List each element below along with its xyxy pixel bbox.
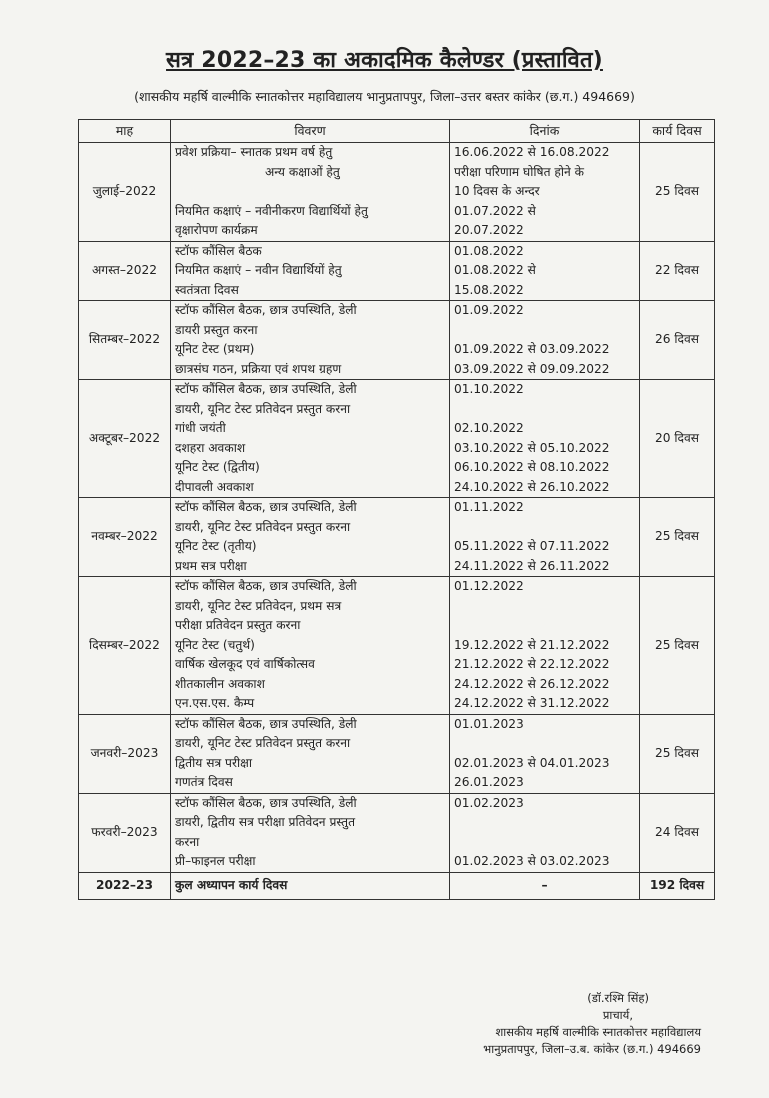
date-line: 19.12.2022 से 21.12.2022 bbox=[454, 637, 610, 652]
date-line: 24.12.2022 से 26.12.2022 bbox=[454, 676, 610, 691]
description-line: दशहरा अवकाश bbox=[175, 440, 246, 455]
date-line: 24.11.2022 से 26.11.2022 bbox=[454, 558, 610, 573]
table-row bbox=[79, 380, 715, 498]
description-cell bbox=[171, 301, 450, 380]
description-cell bbox=[171, 380, 450, 498]
description-line: डायरी, यूनिट टेस्ट प्रतिवेदन प्रस्तुत करना bbox=[175, 519, 351, 534]
description-line: यूनिट टेस्ट (तृतीय) bbox=[175, 539, 257, 553]
table-row bbox=[79, 498, 715, 577]
description-line: नियमित कक्षाएं – नवीनीकरण विद्यार्थियों हेतु bbox=[175, 203, 368, 218]
header-description: विवरण bbox=[171, 120, 450, 143]
date-cell bbox=[450, 498, 640, 577]
date-line: 01.07.2022 से bbox=[454, 203, 536, 218]
total-dates-cell: – bbox=[450, 872, 640, 899]
date-line: 01.09.2022 से 03.09.2022 bbox=[454, 342, 610, 356]
date-line: 01.02.2023 से 03.02.2023 bbox=[454, 854, 610, 868]
description-line: स्टॉफ कौंसिल बैठक, छात्र उपस्थिति, डेली bbox=[175, 716, 357, 731]
working-days-cell: 25 दिवस bbox=[640, 714, 715, 793]
signature-block bbox=[483, 990, 701, 1058]
description-line: छात्रसंघ गठन, प्रक्रिया एवं शपथ ग्रहण bbox=[175, 361, 342, 376]
date-line: 01.11.2022 bbox=[454, 500, 524, 514]
calendar-body bbox=[79, 143, 715, 900]
description-line: नियमित कक्षाएं – नवीन विद्यार्थियों हेतु bbox=[175, 263, 342, 277]
description-line: प्रथम सत्र परीक्षा bbox=[175, 558, 247, 573]
description-line: वृक्षारोपण कार्यक्रम bbox=[175, 223, 258, 237]
description-cell bbox=[171, 241, 450, 301]
total-month-cell: 2022–23 bbox=[79, 872, 171, 899]
date-line: 01.10.2022 bbox=[454, 382, 524, 396]
working-days-cell: 22 दिवस bbox=[640, 241, 715, 301]
date-line: परीक्षा परिणाम घोषित होने के bbox=[454, 164, 585, 179]
description-line: डायरी, द्वितीय सत्र परीक्षा प्रतिवेदन प्रस्तुत bbox=[175, 815, 356, 829]
page-title: सत्र 2022–23 का अकादमिक कैलेण्डर (प्रस्तावित) bbox=[166, 48, 603, 73]
date-line bbox=[454, 321, 635, 341]
month-cell: अक्टूबर–2022 bbox=[79, 380, 171, 498]
date-cell bbox=[450, 577, 640, 715]
description-line: डायरी, यूनिट टेस्ट प्रतिवेदन, प्रथम सत्र bbox=[175, 598, 342, 613]
month-cell: जनवरी–2023 bbox=[79, 714, 171, 793]
date-line: 24.10.2022 से 26.10.2022 bbox=[454, 479, 610, 494]
description-line: यूनिट टेस्ट (द्वितीय) bbox=[175, 460, 260, 474]
description-line: गांधी जयंती bbox=[175, 421, 226, 435]
date-line: 01.08.2022 bbox=[454, 243, 524, 258]
description-line: स्टॉफ कौंसिल बैठक, छात्र उपस्थिति, डेली bbox=[175, 795, 357, 810]
description-line: द्वितीय सत्र परीक्षा bbox=[175, 755, 253, 770]
description-line: स्टॉफ कौंसिल बैठक, छात्र उपस्थिति, डेली bbox=[175, 500, 357, 514]
date-line bbox=[454, 518, 635, 538]
working-days-cell: 25 दिवस bbox=[640, 498, 715, 577]
description-line: यूनिट टेस्ट (चतुर्थ) bbox=[175, 637, 255, 652]
date-line: 05.11.2022 से 07.11.2022 bbox=[454, 539, 610, 553]
table-row bbox=[79, 241, 715, 301]
date-line: 16.06.2022 से 16.08.2022 bbox=[454, 145, 610, 159]
description-cell bbox=[171, 714, 450, 793]
date-line: 24.12.2022 से 31.12.2022 bbox=[454, 696, 610, 710]
description-line: स्टॉफ कौंसिल बैठक, छात्र उपस्थिति, डेली bbox=[175, 382, 357, 396]
month-cell: सितम्बर–2022 bbox=[79, 301, 171, 380]
date-cell bbox=[450, 143, 640, 242]
date-line bbox=[454, 400, 635, 420]
date-line: 20.07.2022 bbox=[454, 223, 524, 237]
total-row bbox=[79, 872, 715, 899]
description-cell bbox=[171, 498, 450, 577]
date-cell bbox=[450, 301, 640, 380]
table-row bbox=[79, 577, 715, 715]
working-days-cell: 25 दिवस bbox=[640, 577, 715, 715]
date-line: 10 दिवस के अन्दर bbox=[454, 184, 540, 198]
date-line: 01.01.2023 bbox=[454, 716, 524, 731]
month-cell: नवम्बर–2022 bbox=[79, 498, 171, 577]
description-line: करना bbox=[175, 834, 200, 849]
date-line: 03.09.2022 से 09.09.2022 bbox=[454, 361, 610, 376]
date-line: 01.12.2022 bbox=[454, 579, 524, 593]
description-line: स्वतंत्रता दिवस bbox=[175, 282, 239, 297]
header-days: कार्य दिवस bbox=[640, 120, 715, 143]
header-date: दिनांक bbox=[450, 120, 640, 143]
date-line: 06.10.2022 से 08.10.2022 bbox=[454, 460, 610, 474]
month-cell: जुलाई–2022 bbox=[79, 143, 171, 242]
month-cell: अगस्त–2022 bbox=[79, 241, 171, 301]
date-cell bbox=[450, 380, 640, 498]
description-line: गणतंत्र दिवस bbox=[175, 775, 233, 789]
date-line bbox=[454, 813, 635, 833]
working-days-cell: 24 दिवस bbox=[640, 793, 715, 872]
date-line: 21.12.2022 से 22.12.2022 bbox=[454, 657, 610, 671]
table-row bbox=[79, 301, 715, 380]
date-line: 01.09.2022 bbox=[454, 303, 524, 317]
signature-designation: प्राचार्य, bbox=[602, 1008, 633, 1022]
description-line: एन.एस.एस. कैम्प bbox=[175, 696, 255, 710]
description-line: दीपावली अवकाश bbox=[175, 479, 254, 494]
date-line: 01.08.2022 से bbox=[454, 263, 536, 277]
description-line bbox=[175, 182, 445, 202]
date-line bbox=[454, 734, 635, 754]
working-days-cell: 26 दिवस bbox=[640, 301, 715, 380]
total-desc-cell: कुल अध्यापन कार्य दिवस bbox=[171, 872, 450, 899]
date-line bbox=[454, 616, 635, 636]
date-line: 26.01.2023 bbox=[454, 775, 524, 789]
table-row bbox=[79, 714, 715, 793]
description-line: यूनिट टेस्ट (प्रथम) bbox=[175, 342, 255, 356]
description-cell bbox=[171, 577, 450, 715]
date-line: 01.02.2023 bbox=[454, 795, 524, 810]
description-line: डायरी, यूनिट टेस्ट प्रतिवेदन प्रस्तुत करना bbox=[175, 736, 351, 750]
date-cell bbox=[450, 793, 640, 872]
page-subtitle: (शासकीय महर्षि वाल्मीकि स्नातकोत्तर महाविद्यालय भानुप्रतापपुर, जिला–उत्तर बस्तर कांकेर (छ.ग.) 494669) bbox=[134, 89, 635, 104]
description-line: डायरी, यूनिट टेस्ट प्रतिवेदन प्रस्तुत करना bbox=[175, 401, 351, 416]
table-row bbox=[79, 143, 715, 242]
description-line: स्टॉफ कौंसिल बैठक, छात्र उपस्थिति, डेली bbox=[175, 303, 357, 317]
description-line: डायरी प्रस्तुत करना bbox=[175, 322, 258, 337]
table-row bbox=[79, 793, 715, 872]
date-line: 02.01.2023 से 04.01.2023 bbox=[454, 755, 610, 770]
signature-name: (डॉ.रश्मि सिंह) bbox=[587, 991, 649, 1005]
description-cell bbox=[171, 793, 450, 872]
working-days-cell: 20 दिवस bbox=[640, 380, 715, 498]
signature-college: शासकीय महर्षि वाल्मीकि स्नातकोत्तर महाविद्यालय bbox=[495, 1025, 701, 1039]
date-line: 15.08.2022 bbox=[454, 282, 524, 297]
date-line bbox=[454, 833, 635, 853]
signature-address: भानुप्रतापपुर, जिला–उ.ब. कांकेर (छ.ग.) 494669 bbox=[483, 1042, 701, 1056]
description-line: अन्य कक्षाओं हेतु bbox=[265, 164, 340, 179]
date-line bbox=[454, 597, 635, 617]
working-days-cell: 25 दिवस bbox=[640, 143, 715, 242]
description-line: स्टॉफ कौंसिल बैठक bbox=[175, 243, 262, 258]
description-line: वार्षिक खेलकूद एवं वार्षिकोत्सव bbox=[175, 657, 315, 671]
table-header-row bbox=[79, 120, 715, 143]
date-line: 03.10.2022 से 05.10.2022 bbox=[454, 440, 610, 455]
description-line: स्टॉफ कौंसिल बैठक, छात्र उपस्थिति, डेली bbox=[175, 579, 357, 593]
date-cell bbox=[450, 714, 640, 793]
header-month: माह bbox=[79, 120, 171, 143]
date-cell bbox=[450, 241, 640, 301]
description-line: प्रवेश प्रक्रिया– स्नातक प्रथम वर्ष हेतु bbox=[175, 145, 333, 159]
total-days-cell: 192 दिवस bbox=[640, 872, 715, 899]
month-cell: फरवरी–2023 bbox=[79, 793, 171, 872]
description-line: प्री–फाइनल परीक्षा bbox=[175, 854, 256, 868]
calendar-table bbox=[78, 119, 715, 900]
description-cell bbox=[171, 143, 450, 242]
date-line: 02.10.2022 bbox=[454, 421, 524, 435]
month-cell: दिसम्बर–2022 bbox=[79, 577, 171, 715]
description-line: शीतकालीन अवकाश bbox=[175, 676, 265, 691]
description-line: परीक्षा प्रतिवेदन प्रस्तुत करना bbox=[175, 618, 301, 632]
